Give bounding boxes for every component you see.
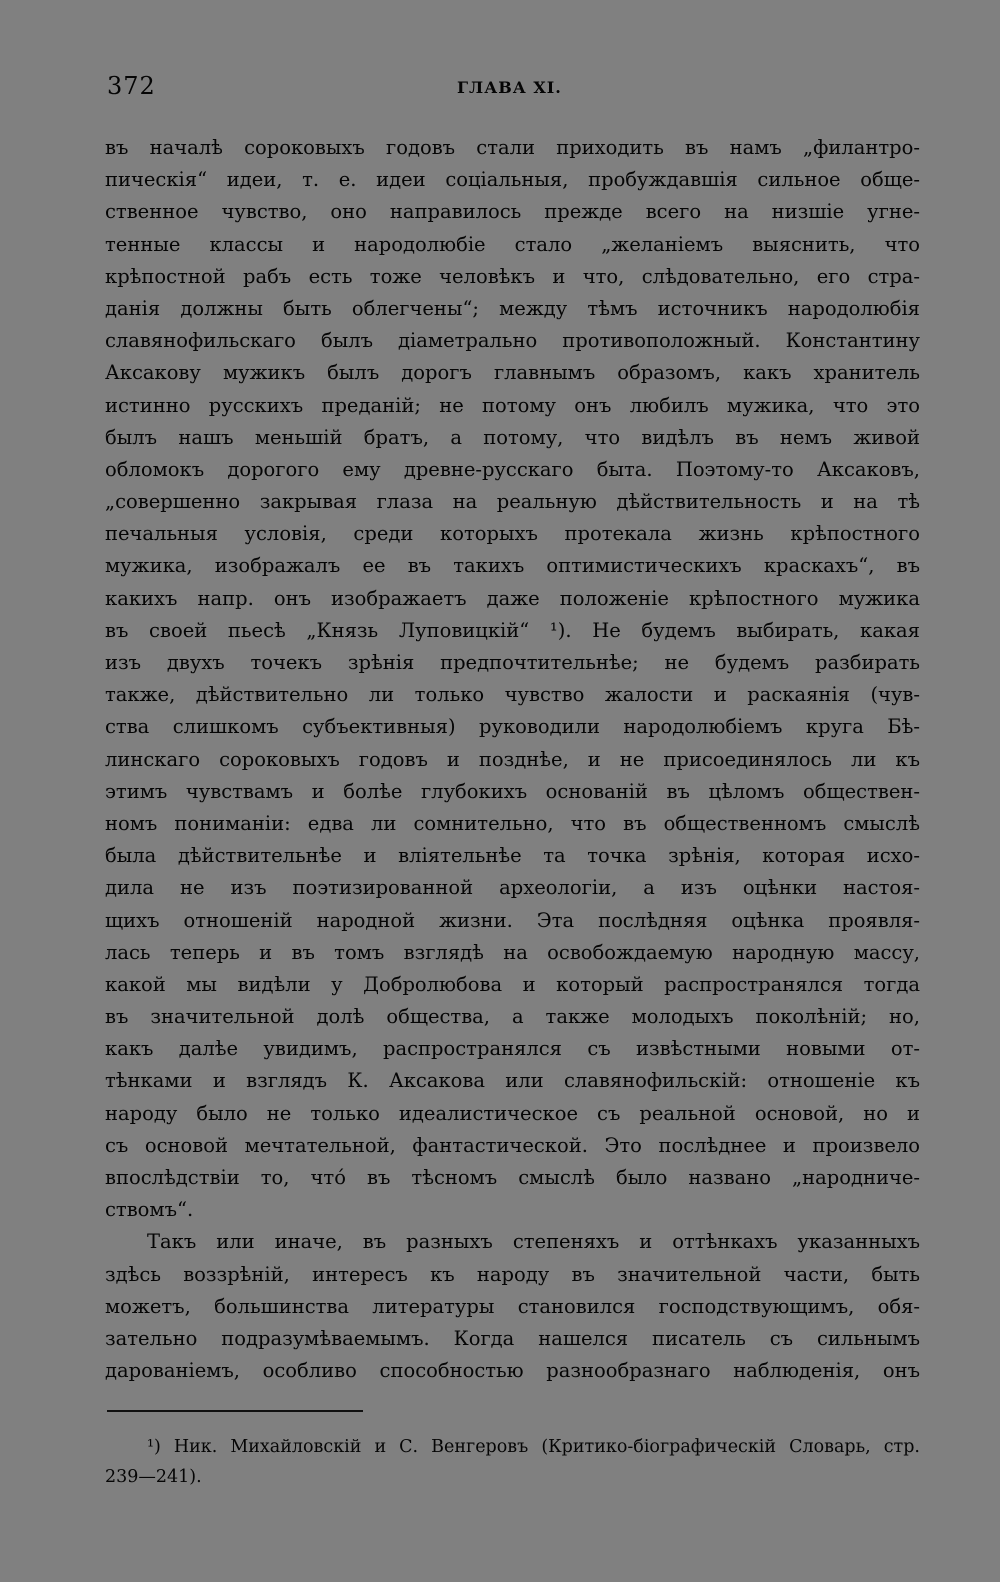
page-header — [107, 72, 919, 108]
text-line: истинно русскихъ преданій; не потому онъ любилъ мужика, что это — [105, 393, 920, 417]
text-line: пическія“ идеи, т. е. идеи соціальныя, пробуждавшія сильное обще- — [105, 168, 920, 192]
text-line: ствомъ“. — [105, 1198, 194, 1222]
text-line: дарованіемъ, особливо способностью разнообразнаго наблюденія, онъ — [105, 1359, 920, 1383]
text-line: тенные классы и народолюбіе стало „желаніемъ выяснить, что — [105, 232, 920, 256]
text-line: какой мы видѣли у Добролюбова и который распространялся тогда — [105, 972, 920, 996]
text-line: Такъ или иначе, въ разныхъ степеняхъ и оттѣнкахъ указанныхъ — [147, 1230, 920, 1254]
text-line: обломокъ дорогого ему древне-русскаго быта. Поэтому-то Аксаковъ, — [105, 457, 920, 481]
page-number: 372 — [107, 72, 156, 100]
text-line: Аксакову мужикъ былъ дорогъ главнымъ образомъ, какъ хранитель — [105, 361, 920, 385]
text-line: изъ двухъ точекъ зрѣнія предпочтительнѣе; не будемъ разбирать — [105, 651, 920, 674]
text-line: съ основой мечтательной, фантастической. Это послѣднее и произвело — [105, 1133, 920, 1157]
text-line: впослѣдствіи то, что́ въ тѣсномъ смыслѣ было названо „народниче- — [105, 1166, 920, 1189]
text-line: былъ нашъ меньшій братъ, а потому, что видѣлъ въ немъ живой — [105, 425, 920, 449]
text-line: линскаго сороковыхъ годовъ и позднѣе, и не присоединялось ли къ — [105, 747, 920, 771]
footnote-line: 239—241). — [105, 1467, 202, 1487]
body-text — [105, 132, 920, 1387]
text-line: лась теперь и въ томъ взглядѣ на освобождаемую народную массу, — [105, 940, 920, 964]
text-line: ства слишкомъ субъективныя) руководили народолюбіемъ круга Бѣ- — [105, 715, 920, 739]
footnotes — [105, 1432, 920, 1492]
text-line: тѣнками и взглядъ К. Аксакова или славянофильскій: отношеніе къ — [105, 1069, 920, 1093]
footnote-line: ¹) Ник. Михайловскій и С. Венгеровъ (Критико-біографическій Словарь, стр. — [147, 1437, 920, 1457]
text-line: ственное чувство, оно направилось прежде всего на низшіе угне- — [105, 200, 920, 224]
text-line: „совершенно закрывая глаза на реальную дѣйствительность и на тѣ — [105, 490, 920, 514]
text-line: славянофильскаго былъ діаметрально противоположный. Константину — [105, 329, 920, 353]
text-line: данія должны быть облегчены“; между тѣмъ источникъ народолюбія — [105, 296, 920, 320]
text-line: здѣсь воззрѣній, интересъ къ народу въ значительной части, быть — [105, 1262, 920, 1286]
text-line: мужика, изображалъ ее въ такихъ оптимистическихъ краскахъ“, въ — [105, 554, 920, 578]
text-line: также, дѣйствительно ли только чувство жалости и раскаянія (чув- — [105, 683, 920, 707]
text-line: была дѣйствительнѣе и вліятельнѣе та точка зрѣнія, которая исхо- — [105, 844, 920, 868]
running-head: ГЛАВА XI. — [457, 78, 562, 97]
text-line: щихъ отношеній народной жизни. Эта послѣдняя оцѣнка проявля- — [105, 908, 920, 932]
text-line: номъ пониманіи: едва ли сомнительно, что въ общественномъ смыслѣ — [105, 811, 920, 835]
footnote-rule — [107, 1410, 363, 1412]
text-line: этимъ чувствамъ и болѣе глубокихъ основаній въ цѣломъ обществен- — [105, 779, 920, 803]
text-line: въ своей пьесѣ „Князь Луповицкій“ ¹). Не будемъ выбирать, какая — [105, 618, 920, 642]
text-line: зательно подразумѣваемымъ. Когда нашелся писатель съ сильнымъ — [105, 1326, 920, 1350]
text-line: дила не изъ поэтизированной археологіи, а изъ оцѣнки настоя- — [105, 876, 920, 900]
text-line: крѣпостной рабъ есть тоже человѣкъ и что, слѣдовательно, его стра- — [105, 264, 920, 288]
text-line: можетъ, большинства литературы становился господствующимъ, обя- — [105, 1294, 920, 1318]
text-line: въ началѣ сороковыхъ годовъ стали приходить въ намъ „филантро- — [105, 136, 920, 159]
text-line: народу было не только идеалистическое съ реальной основой, но и — [105, 1101, 920, 1125]
text-line: печальныя условія, среди которыхъ протекала жизнь крѣпостного — [105, 522, 920, 546]
text-line: какихъ напр. онъ изображаетъ даже положеніе крѣпостного мужика — [105, 586, 920, 610]
text-line: въ значительной долѣ общества, а также молодыхъ поколѣній; но, — [105, 1005, 920, 1029]
text-line: какъ далѣе увидимъ, распространялся съ извѣстными новыми от- — [105, 1037, 920, 1061]
